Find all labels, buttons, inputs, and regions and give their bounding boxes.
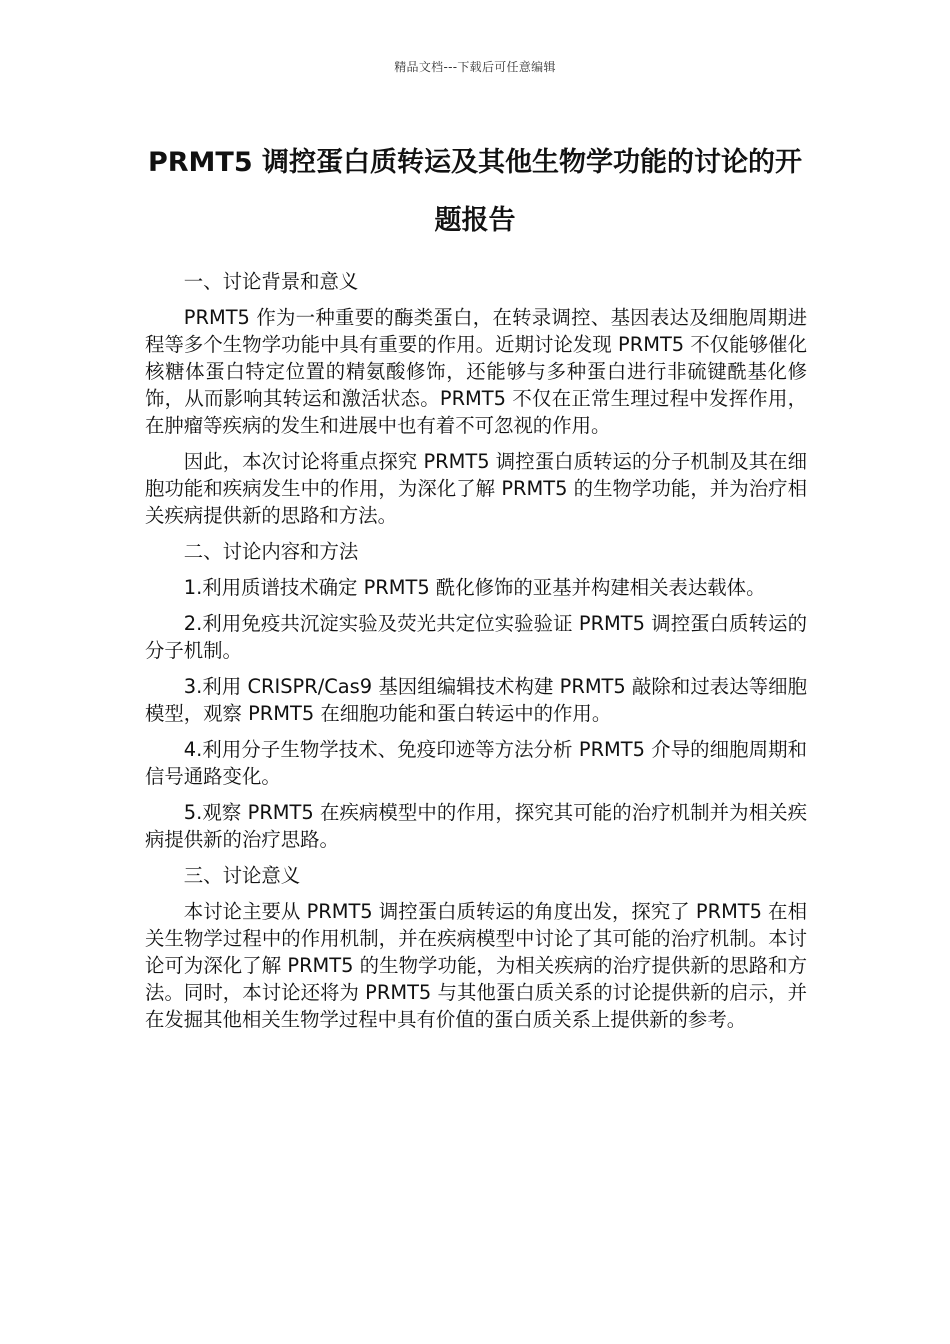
paragraph-background-1: PRMT5 作为一种重要的酶类蛋白，在转录调控、基因表达及细胞周期进程等多个生物学功能中具有重要的作用。近期讨论发现 PRMT5 不仅能够催化核糖体蛋白特定位置的精氨酸修饰，还能够与多种蛋白进行非硫键酰基化修饰，从而影响其转运和激活状态。PRMT5 不仅在正常生理过程中发挥作用，在肿瘤等疾病的发生和进展中也有着不可忽视的作用。 <box>145 306 807 437</box>
paragraph-background-2: 因此，本次讨论将重点探究 PRMT5 调控蛋白质转运的分子机制及其在细胞功能和疾病发生中的作用，为深化了解 PRMT5 的生物学功能，并为治疗相关疾病提供新的思路和方法。 <box>145 450 807 527</box>
section-heading-significance: 三、讨论意义 <box>183 864 301 887</box>
method-item-3: 3.利用 CRISPR/Cas9 基因组编辑技术构建 PRMT5 敲除和过表达等细胞模型，观察 PRMT5 在细胞功能和蛋白转运中的作用。 <box>145 675 807 725</box>
method-item-5: 5.观察 PRMT5 在疾病模型中的作用，探究其可能的治疗机制并为相关疾病提供新的治疗思路。 <box>145 801 807 851</box>
document-body <box>145 268 807 1042</box>
paragraph-significance-1: 本讨论主要从 PRMT5 调控蛋白质转运的角度出发，探究了 PRMT5 在相关生物学过程中的作用机制，并在疾病模型中讨论了其可能的治疗机制。本讨论可为深化了解 PRMT5 的生物学功能，为相关疾病的治疗提供新的思路和方法。同时，本讨论还将为 PRMT5 与其他蛋白质关系的讨论提供新的启示，并在发掘其他相关生物学过程中具有价值的蛋白质关系上提供新的参考。 <box>145 900 807 1031</box>
method-item-4: 4.利用分子生物学技术、免疫印迹等方法分析 PRMT5 介导的细胞周期和信号通路变化。 <box>145 738 807 788</box>
section-heading-methods: 二、讨论内容和方法 <box>183 540 359 563</box>
document-title: PRMT5 调控蛋白质转运及其他生物学功能的讨论的开题报告 <box>147 147 803 236</box>
section-heading-background: 一、讨论背景和意义 <box>183 270 359 293</box>
method-item-1: 1.利用质谱技术确定 PRMT5 酰化修饰的亚基并构建相关表达载体。 <box>183 576 766 599</box>
method-item-2: 2.利用免疫共沉淀实验及荧光共定位实验验证 PRMT5 调控蛋白质转运的分子机制。 <box>145 612 807 662</box>
header-note: 精品文档---下载后可任意编辑 <box>394 60 556 74</box>
